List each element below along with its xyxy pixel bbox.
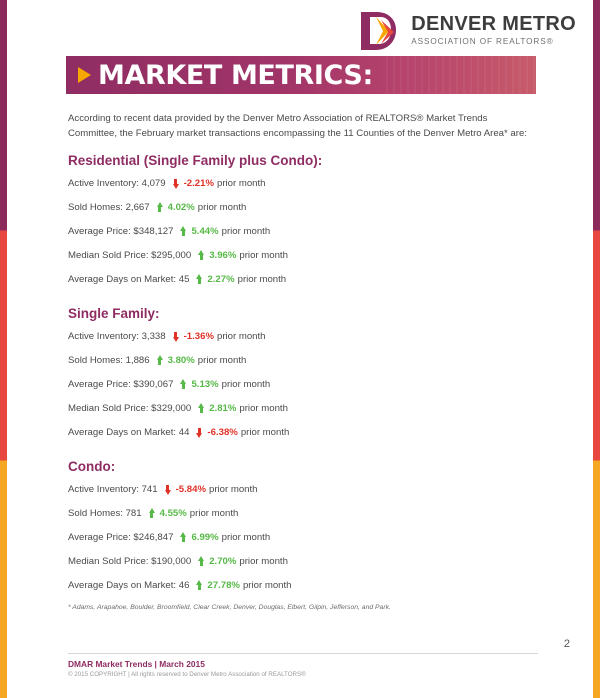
arrow-up-icon bbox=[197, 403, 205, 414]
stat-label: Sold Homes: 1,886 bbox=[68, 355, 150, 366]
stat-label: Median Sold Price: $295,000 bbox=[68, 250, 192, 261]
stat-change: 2.70% bbox=[209, 556, 237, 567]
page-number: 2 bbox=[563, 638, 570, 650]
brand-logo bbox=[356, 8, 576, 54]
section-heading-residential: Residential (Single Family plus Condo): bbox=[68, 153, 323, 168]
stat-change: 2.81% bbox=[209, 403, 237, 414]
stat-row bbox=[68, 274, 536, 285]
stat-change: 6.99% bbox=[191, 532, 219, 543]
market-metrics-banner bbox=[66, 56, 536, 94]
stat-change: 3.80% bbox=[167, 355, 195, 366]
document-content bbox=[68, 112, 536, 611]
stat-label: Active Inventory: 4,079 bbox=[68, 178, 166, 189]
stat-suffix: prior month bbox=[217, 178, 266, 189]
stat-row bbox=[68, 331, 536, 342]
stat-row bbox=[68, 556, 536, 567]
stat-row bbox=[68, 178, 536, 189]
stat-change: -1.36% bbox=[183, 331, 214, 342]
stat-suffix: prior month bbox=[240, 427, 290, 438]
arrow-up-icon bbox=[197, 556, 205, 567]
stat-label: Sold Homes: 2,667 bbox=[68, 202, 150, 213]
stat-suffix: prior month bbox=[189, 508, 239, 519]
arrow-down-icon bbox=[172, 178, 180, 189]
arrow-up-icon bbox=[195, 580, 203, 591]
stat-row bbox=[68, 226, 536, 237]
arrow-up-icon bbox=[148, 508, 156, 519]
stat-change: 3.96% bbox=[209, 250, 237, 261]
arrow-up-icon bbox=[156, 355, 164, 366]
dmar-chevron-logo-icon bbox=[356, 8, 402, 54]
stat-label: Average Price: $348,127 bbox=[68, 226, 174, 237]
stat-suffix: prior month bbox=[197, 202, 247, 213]
stat-suffix: prior month bbox=[239, 403, 288, 414]
arrow-up-icon bbox=[179, 532, 187, 543]
stat-label: Average Days on Market: 45 bbox=[68, 274, 190, 285]
right-edge-color-bar bbox=[593, 0, 600, 698]
footer-title: DMAR Market Trends | March 2015 bbox=[68, 659, 205, 669]
stat-suffix: prior month bbox=[221, 532, 271, 543]
footer-copyright: © 2015 COPYRIGHT | All rights reserved to Denver Metro Association of REALTORS® bbox=[68, 671, 306, 678]
arrow-up-icon bbox=[179, 226, 187, 237]
stat-change: 4.55% bbox=[159, 508, 187, 519]
stat-row bbox=[68, 427, 536, 438]
stat-suffix: prior month bbox=[209, 484, 258, 495]
section-heading-single-family: Single Family: bbox=[68, 306, 160, 321]
stat-change: 2.27% bbox=[207, 274, 235, 285]
stat-suffix: prior month bbox=[217, 331, 266, 342]
left-edge-color-bar bbox=[0, 0, 7, 698]
stat-row bbox=[68, 250, 536, 261]
stat-label: Average Days on Market: 44 bbox=[68, 427, 190, 438]
brand-name-line2: ASSOCIATION OF REALTORS® bbox=[411, 37, 554, 46]
arrow-down-icon bbox=[172, 331, 180, 342]
stat-suffix: prior month bbox=[221, 379, 271, 390]
stat-label: Active Inventory: 3,338 bbox=[68, 331, 166, 342]
stat-label: Average Price: $390,067 bbox=[68, 379, 174, 390]
stat-row bbox=[68, 508, 536, 519]
stat-change: 4.02% bbox=[167, 202, 195, 213]
stat-change: 5.44% bbox=[191, 226, 219, 237]
stat-label: Average Days on Market: 46 bbox=[68, 580, 190, 591]
stat-label: Average Price: $246,847 bbox=[68, 532, 174, 543]
brand-wordmark bbox=[411, 14, 576, 48]
stat-suffix: prior month bbox=[242, 580, 292, 591]
stat-change: -5.84% bbox=[175, 484, 206, 495]
stat-row bbox=[68, 580, 536, 591]
play-triangle-icon bbox=[78, 67, 91, 83]
arrow-down-icon bbox=[195, 427, 203, 438]
section-heading-condo: Condo: bbox=[68, 459, 116, 474]
stat-change: 5.13% bbox=[191, 379, 219, 390]
stat-row bbox=[68, 379, 536, 390]
document-footer bbox=[68, 653, 538, 680]
stat-change: -2.21% bbox=[183, 178, 214, 189]
page-title: MARKET METRICS: bbox=[98, 59, 373, 91]
stat-suffix: prior month bbox=[237, 274, 287, 285]
stat-change: -6.38% bbox=[207, 427, 238, 438]
arrow-up-icon bbox=[156, 202, 164, 213]
stat-label: Median Sold Price: $329,000 bbox=[68, 403, 192, 414]
stat-row bbox=[68, 484, 536, 495]
footnote-counties: * Adams, Arapahoe, Boulder, Broomfield, Clear Creek, Denver, Douglas, Elbert, Gilpin, Jefferson, and Park. bbox=[68, 604, 391, 611]
stat-suffix: prior month bbox=[239, 250, 288, 261]
arrow-up-icon bbox=[179, 379, 187, 390]
stat-label: Sold Homes: 781 bbox=[68, 508, 142, 519]
stat-row bbox=[68, 202, 536, 213]
stat-label: Active Inventory: 741 bbox=[68, 484, 158, 495]
brand-name-line1: DENVER METRO bbox=[411, 13, 576, 35]
stat-label: Median Sold Price: $190,000 bbox=[68, 556, 192, 567]
footer-divider bbox=[68, 653, 538, 654]
stat-row bbox=[68, 403, 536, 414]
stat-row bbox=[68, 355, 536, 366]
stat-suffix: prior month bbox=[197, 355, 247, 366]
arrow-down-icon bbox=[164, 484, 172, 495]
stat-change: 27.78% bbox=[207, 580, 240, 591]
stat-row bbox=[68, 532, 536, 543]
arrow-up-icon bbox=[197, 250, 205, 261]
stat-suffix: prior month bbox=[239, 556, 288, 567]
arrow-up-icon bbox=[195, 274, 203, 285]
intro-paragraph: According to recent data provided by the Denver Metro Association of REALTORS® Market Trends Committee, the February market transactions encompassing the 11 Counties of the Denver Metro Area* are: bbox=[68, 113, 527, 139]
stat-suffix: prior month bbox=[221, 226, 271, 237]
